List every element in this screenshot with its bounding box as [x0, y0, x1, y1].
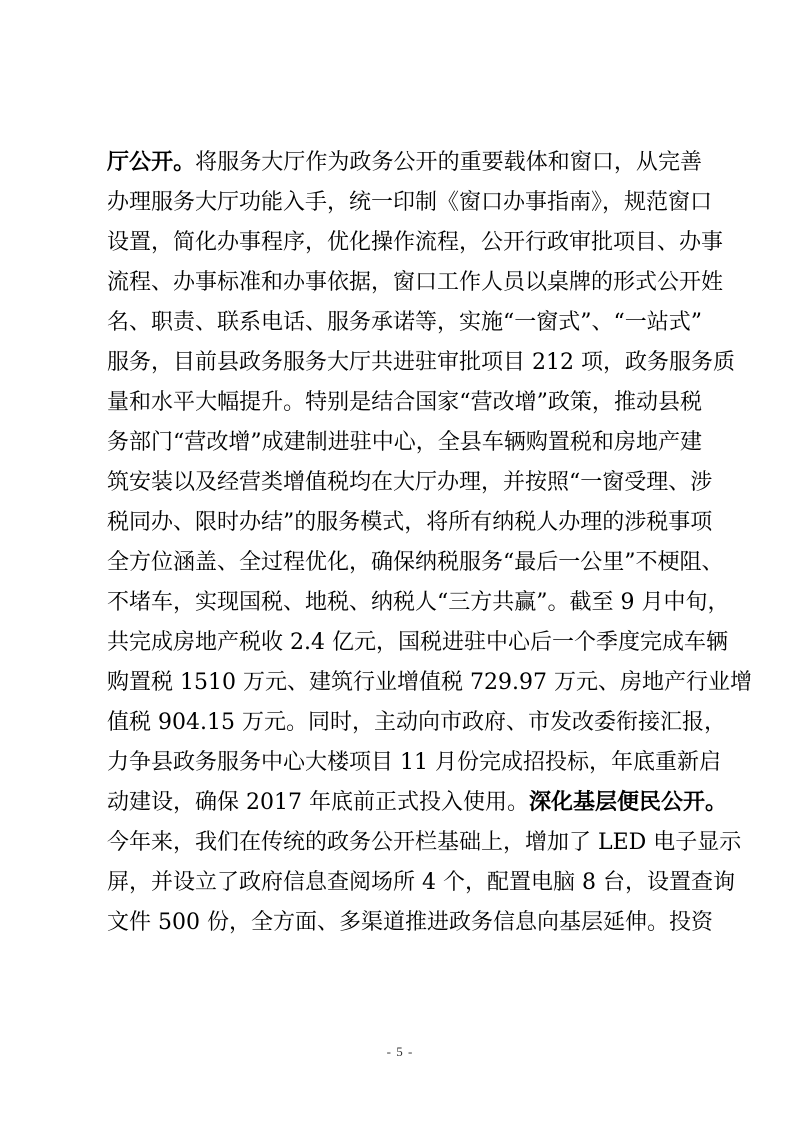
text-line — [107, 743, 721, 783]
text-line — [107, 503, 713, 543]
line-text: 服务，目前县政务服务大厅共进驻审批项目 212 项，政务服务质 — [107, 350, 735, 375]
line-text: 力争县政务服务中心大楼项目 11 月份完成招投标，年底重新启 — [107, 750, 721, 775]
line-text: 流程、办事标准和办事依据，窗口工作人员以桌牌的形式公开姓 — [107, 270, 724, 295]
text-line — [107, 463, 713, 503]
line-text: 动建设，确保 2017 年底前正式投入使用。 — [107, 790, 529, 815]
line-text: 文件 500 份，全方面、多渠道推进政务信息向基层延伸。投资 — [107, 910, 713, 935]
section-heading: 厅公开。 — [107, 150, 196, 175]
line-text: 购置税 1510 万元、建筑行业增值税 729.97 万元、房地产行业增 — [107, 670, 752, 695]
text-line — [107, 863, 735, 903]
line-text: 务部门“营改增”成建制进驻中心，全县车辆购置税和房地产建 — [107, 430, 702, 455]
text-line — [107, 903, 713, 943]
line-text: 今年来，我们在传统的政务公开栏基础上，增加了 LED 电子显示 — [107, 830, 742, 855]
line-text: 屏，并设立了政府信息查阅场所 4 个，配置电脑 8 台，设置查询 — [107, 870, 735, 895]
line-text: 值税 904.15 万元。同时，主动向市政府、市发改委衔接汇报， — [107, 710, 726, 735]
text-line — [107, 783, 727, 823]
line-text: 办理服务大厅功能入手，统一印制《窗口办事指南》，规范窗口 — [107, 190, 713, 215]
text-line — [107, 383, 702, 423]
text-line — [107, 343, 735, 383]
line-text: 设置，简化办事程序，优化操作流程，公开行政审批项目、办事 — [107, 230, 724, 255]
page-number: - 5 - — [386, 1044, 414, 1059]
text-line — [107, 223, 724, 263]
line-text: 量和水平大幅提升。特别是结合国家“营改增”政策，推动县税 — [107, 390, 702, 415]
text-line — [107, 583, 730, 623]
text-line — [107, 303, 702, 343]
line-text: 筑安装以及经营类增值税均在大厅办理，并按照“一窗受理、涉 — [107, 470, 713, 495]
text-line — [107, 423, 702, 463]
line-text: 名、职责、联系电话、服务承诺等，实施“一窗式”、“一站式” — [107, 310, 702, 335]
section-heading: 深化基层便民公开。 — [528, 790, 727, 815]
text-line — [107, 623, 728, 663]
line-text: 将服务大厅作为政务公开的重要载体和窗口，从完善 — [195, 150, 702, 175]
text-line — [107, 823, 742, 863]
text-line — [107, 663, 752, 703]
text-line — [107, 183, 713, 223]
line-text: 全方位涵盖、全过程优化，确保纳税服务“最后一公里”不梗阻、 — [107, 550, 724, 575]
text-line — [107, 543, 724, 583]
line-text: 不堵车，实现国税、地税、纳税人“三方共赢”。截至 9 月中旬， — [107, 590, 730, 615]
line-text: 税同办、限时办结”的服务模式，将所有纳税人办理的涉税事项 — [107, 510, 713, 535]
line-text: 共完成房地产税收 2.4 亿元，国税进驻中心后一个季度完成车辆 — [107, 630, 728, 655]
text-line — [107, 143, 702, 183]
text-line — [107, 703, 726, 743]
text-line — [107, 263, 724, 303]
